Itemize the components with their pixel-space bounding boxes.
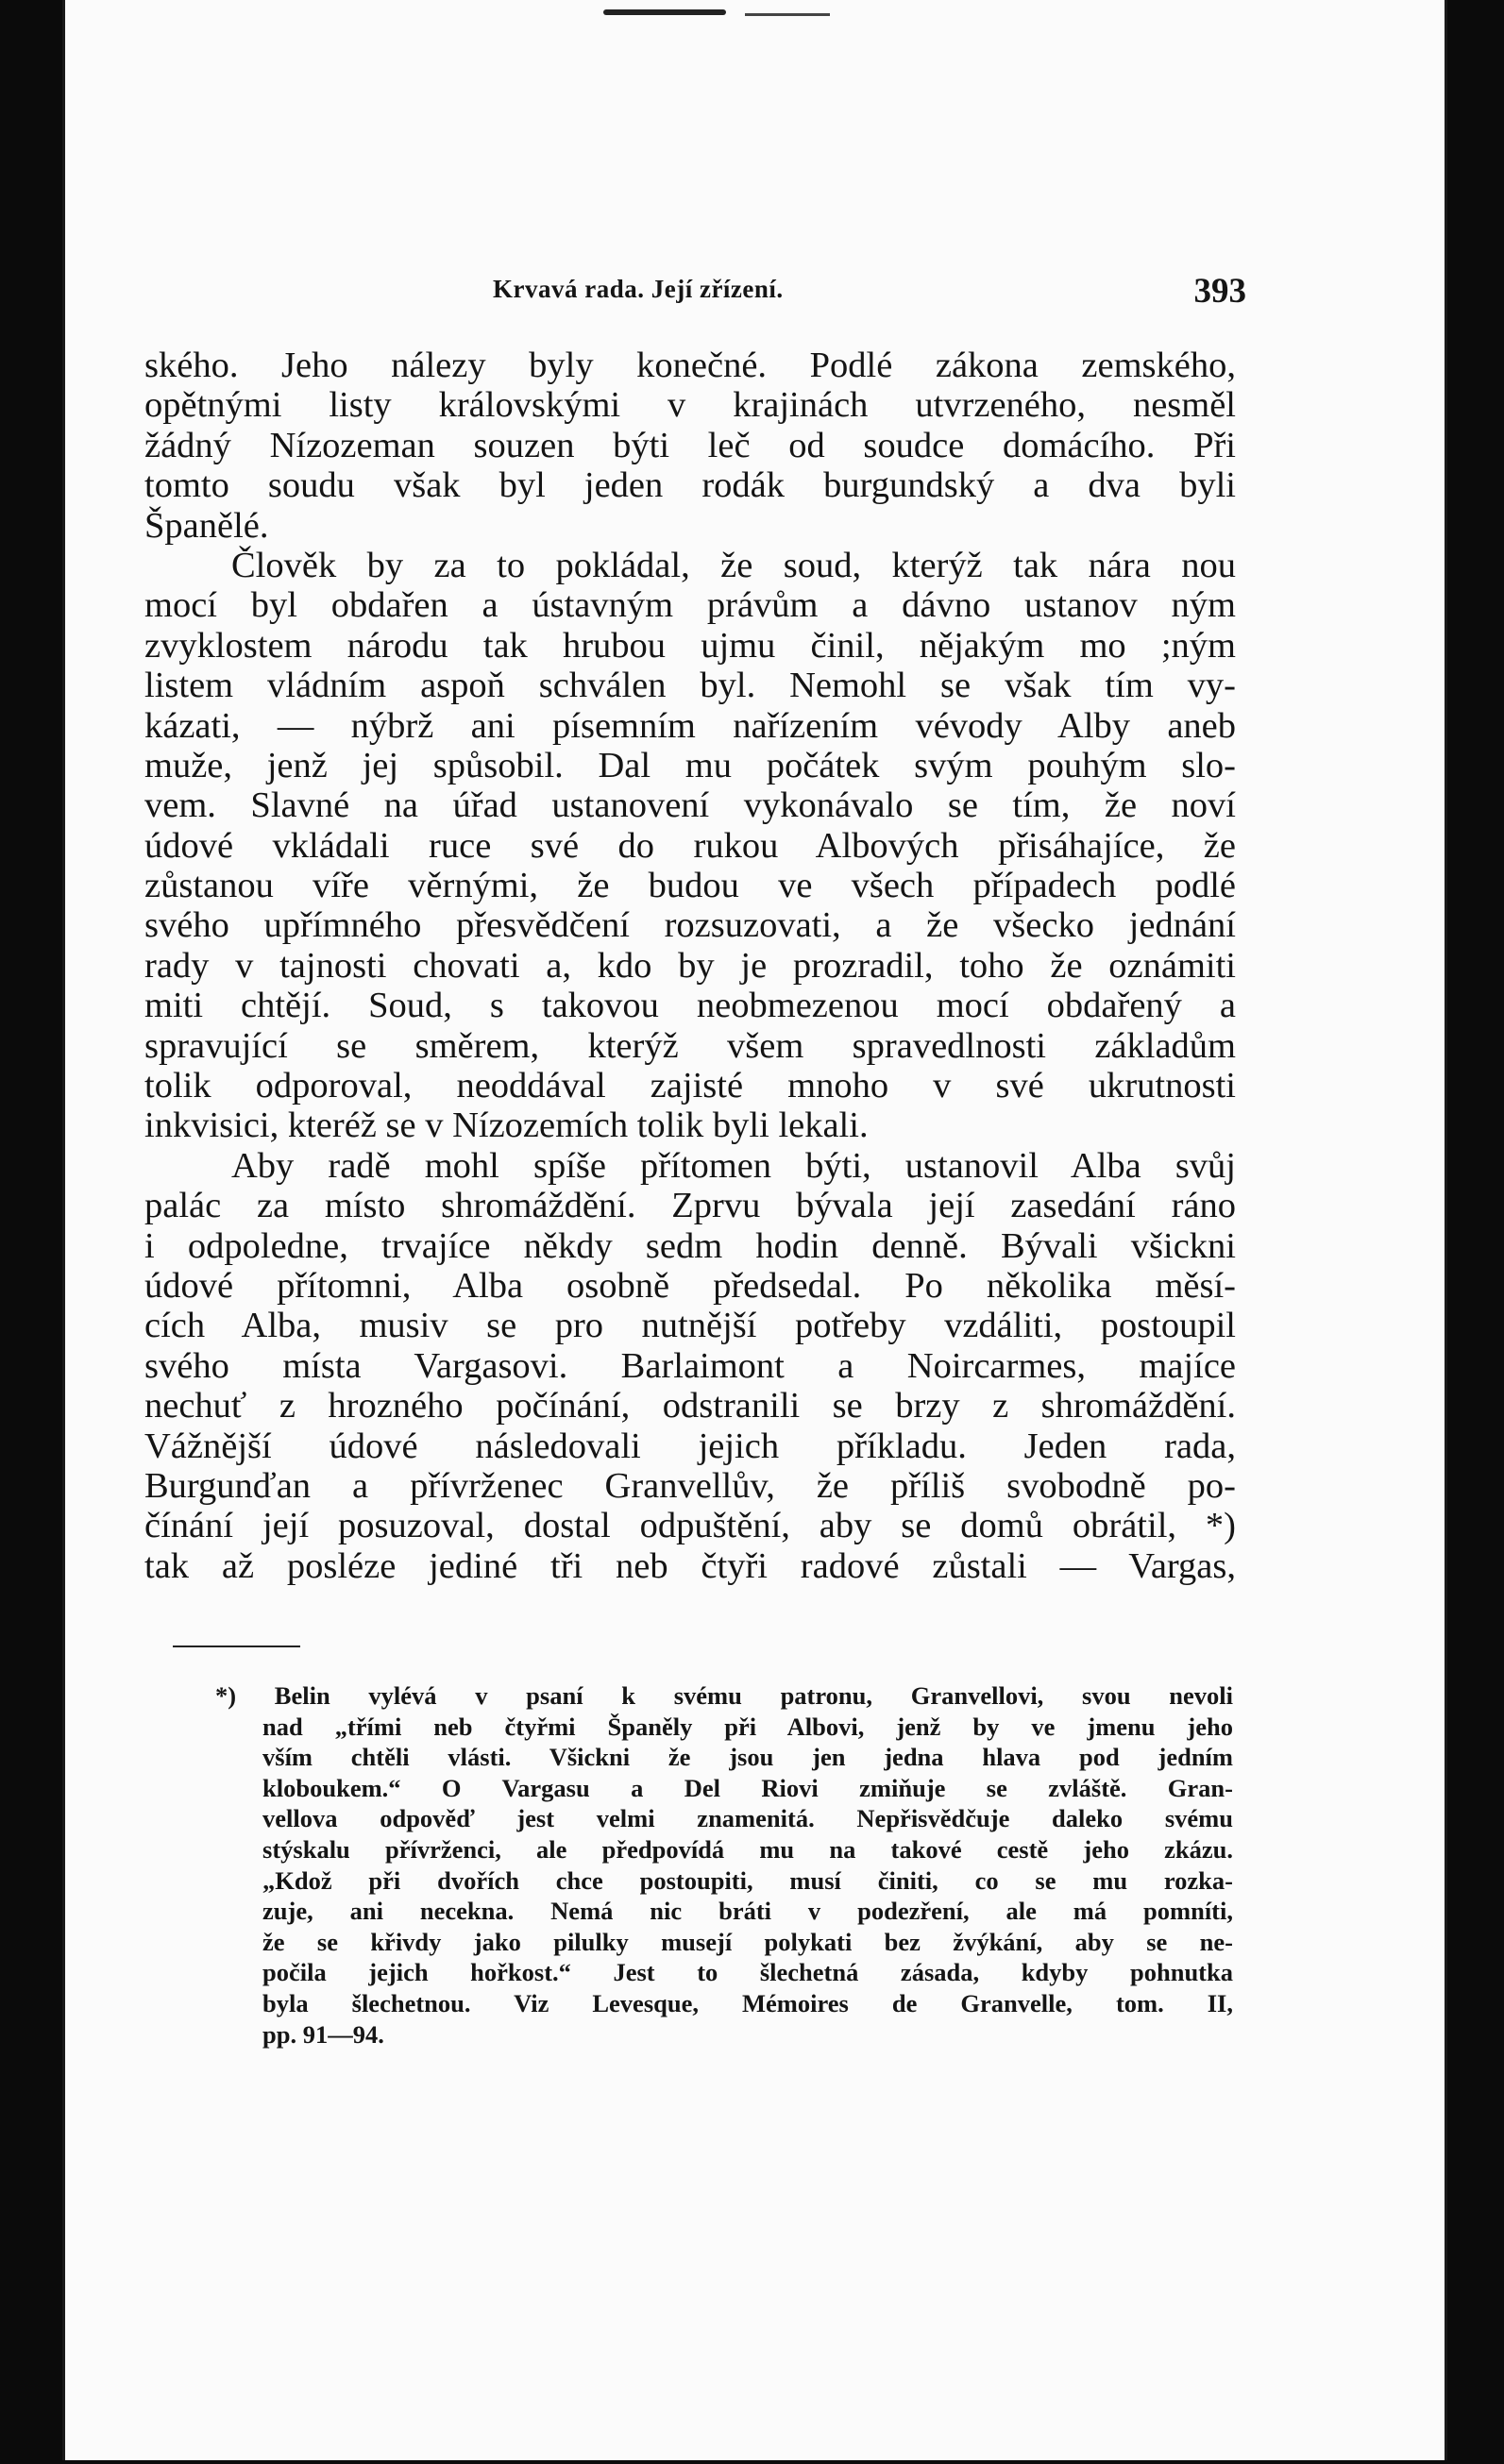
body-text bbox=[144, 346, 1236, 1586]
text-line: vem. Slavné na úřad ustanovení vykonávalo se tím, že noví bbox=[144, 785, 1236, 826]
text-line: zůstanou víře věrnými, že budou ve všech případech podlé bbox=[144, 866, 1236, 906]
text-line: údové přítomni, Alba osobně předsedal. Po několika měsí- bbox=[144, 1265, 1236, 1306]
scan-artifact bbox=[603, 9, 726, 15]
text-line: mocí byl obdařen a ústavným právům a dávno ustanov ným bbox=[144, 585, 1236, 626]
text-line: Člověk by za to pokládal, že soud, kterýž tak nára nou bbox=[231, 545, 1236, 585]
text-line: Vážnější údové následovali jejich příkladu. Jeden rada, bbox=[144, 1426, 1236, 1466]
footnote-divider bbox=[173, 1645, 300, 1647]
footnote bbox=[204, 1680, 1233, 2050]
text-line: tak až posléze jediné tři neb čtyři radové zůstali — Vargas, bbox=[144, 1545, 1236, 1586]
running-head: Krvavá rada. Její zřízení. bbox=[493, 275, 784, 303]
text-line: tolik odporoval, neoddával zajisté mnoho v své ukrutnosti bbox=[144, 1066, 1236, 1106]
text-line: listem vládním aspoň schválen byl. Nemohl se však tím vy- bbox=[144, 666, 1236, 706]
text-line: muže, jenž jej spůsobil. Dal mu počátek svým pouhým slo- bbox=[144, 745, 1236, 785]
text-line: kázati, — nýbrž ani písemním nařízením vévody Alby aneb bbox=[144, 705, 1236, 746]
footnote-line: stýskalu přívrženci, ale předpovídá mu na takové cestě jeho zkázu. bbox=[262, 1834, 1233, 1864]
footnote-line: že se křivdy jako pilulky musejí polykati bez žvýkání, aby se ne- bbox=[262, 1927, 1233, 1956]
text-line: inkvisici, kteréž se v Nízozemích tolik byli lekali. bbox=[144, 1105, 869, 1146]
footnote-line: *) Belin vylévá v psaní k svému patronu, Granvellovi, svou nevoli bbox=[215, 1681, 1233, 1710]
text-line: údové vkládali ruce své do rukou Albových přisáhajíce, že bbox=[144, 825, 1236, 866]
text-line: spravující se směrem, kterýž všem spravedlnosti základům bbox=[144, 1025, 1236, 1066]
text-line: palác za místo shromáždění. Zprvu bývala její zasedání ráno bbox=[144, 1186, 1236, 1226]
text-line: Aby radě mohl spíše přítomen býti, ustanovil Alba svůj bbox=[231, 1145, 1236, 1186]
text-line: čínání její posuzoval, dostal odpuštění, aby se domů obrátil, *) bbox=[144, 1506, 1236, 1546]
footnote-line: pp. 91—94. bbox=[262, 2019, 384, 2049]
footnote-line: „Kdož při dvořích chce postoupiti, musí činiti, co se mu rozka- bbox=[262, 1865, 1233, 1895]
text-line: tomto soudu však byl jeden rodák burgundský a dva byli bbox=[144, 465, 1236, 506]
text-line: svého místa Vargasovi. Barlaimont a Noircarmes, majíce bbox=[144, 1345, 1236, 1386]
footnote-line: počila jejich hořkost.“ Jest to šlechetná zásada, kdyby pohnutka bbox=[262, 1958, 1233, 1987]
text-line: ského. Jeho nálezy byly konečné. Podlé zákona zemského, bbox=[144, 346, 1236, 385]
text-line: Španělé. bbox=[144, 505, 269, 546]
page-number: 393 bbox=[1193, 272, 1246, 311]
footnote-line: zuje, ani necekna. Nemá nic bráti v podezření, ale má pomníti, bbox=[262, 1897, 1233, 1926]
text-line: Burgunďan a přívrženec Granvellův, že příliš svobodně po- bbox=[144, 1465, 1236, 1506]
text-line: nechuť z hrozného počínání, odstranili se brzy z shromáždění. bbox=[144, 1386, 1236, 1426]
text-line: i odpoledne, trvajíce někdy sedm hodin denně. Bývali všickni bbox=[144, 1225, 1236, 1266]
text-line: opětnými listy královskými v krajinách utvrzeného, nesměl bbox=[144, 385, 1236, 426]
text-line: rady v tajnosti chovati a, kdo by je prozradil, toho že oznámiti bbox=[144, 945, 1236, 986]
text-line: svého upřímného přesvědčení rozsuzovati, a že všecko jednání bbox=[144, 905, 1236, 946]
footnote-line: vším chtěli vlásti. Všickni že jsou jen jedna hlava pod jedním bbox=[262, 1743, 1233, 1772]
text-line: žádný Nízozeman souzen býti leč od soudce domácího. Při bbox=[144, 425, 1236, 465]
page-header bbox=[425, 271, 1246, 318]
footnote-line: vellova odpověď jest velmi znamenitá. Nepřisvědčuje daleko svému bbox=[262, 1804, 1233, 1833]
footnote-line: kloboukem.“ O Vargasu a Del Riovi zmiňuje se zvláště. Gran- bbox=[262, 1773, 1233, 1802]
text-line: miti chtějí. Soud, s takovou neobmezenou mocí obdařený a bbox=[144, 986, 1236, 1026]
scan-artifact bbox=[745, 13, 830, 16]
text-line: zvyklostem národu tak hrubou ujmu činil, nějakým mo ;ným bbox=[144, 625, 1236, 666]
text-line: cích Alba, musiv se pro nutnější potřeby vzdáliti, postoupil bbox=[144, 1306, 1236, 1346]
footnote-line: byla šlechetnou. Viz Levesque, Mémoires de Granvelle, tom. II, bbox=[262, 1988, 1233, 2017]
footnote-line: nad „třími neb čtyřmi Španěly při Albovi, jenž by ve jmenu jeho bbox=[262, 1712, 1233, 1741]
